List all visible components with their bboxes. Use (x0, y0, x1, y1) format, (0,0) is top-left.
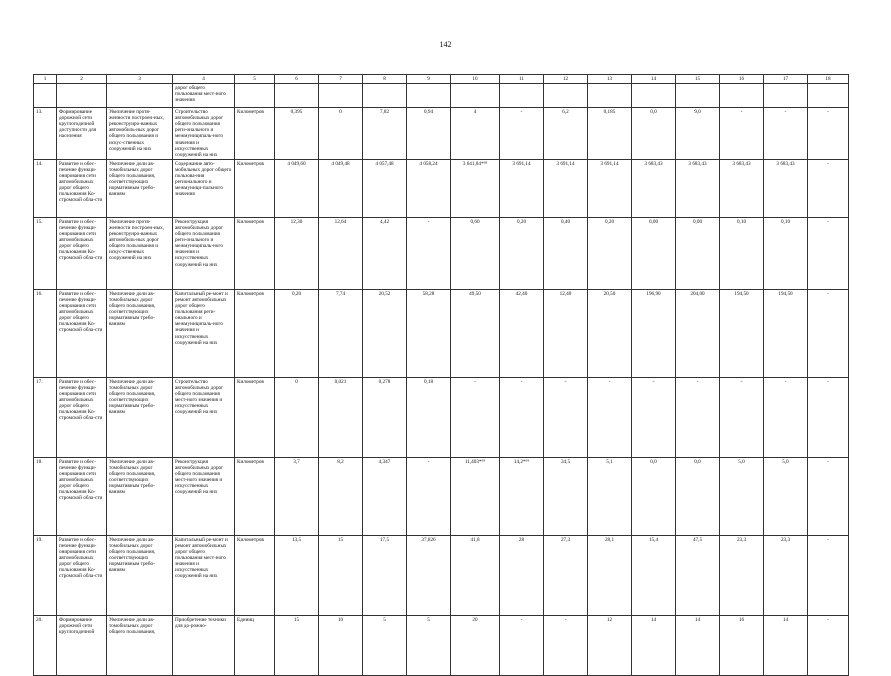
measure-cell: Приобретение техники для до-рожно- (173, 615, 235, 675)
continuation-measure-cell: дорог общего пользования мест-ного значения (173, 84, 235, 108)
value-cell: 0,10 (764, 217, 808, 289)
value-cell: - (451, 377, 500, 457)
goal-cell: Развитие и обес-печение функци-онирования сети автомобильных дорог общего пользования Ко-стромской обла-сти (57, 457, 107, 535)
value-cell: 3 691,14 (500, 159, 544, 217)
value-cell: 0,60 (451, 217, 500, 289)
value-cell: 0,278 (363, 377, 407, 457)
unit-cell: Километров (235, 377, 275, 457)
column-number-cell: 4 (173, 75, 235, 84)
value-cell: 4 049,48 (319, 159, 363, 217)
value-cell: 196,90 (632, 289, 676, 377)
value-cell: - (407, 457, 451, 535)
value-cell: 0,0 (632, 108, 676, 160)
value-cell: 14,2*⁶⁹ (500, 457, 544, 535)
goal-cell: Формирование дорожной сети круглогодичной (57, 615, 107, 675)
value-cell: 3,7 (275, 457, 319, 535)
value-cell: 7,82 (363, 108, 407, 160)
row-number-cell: 19. (34, 535, 57, 615)
indicator-cell: Увеличение доли ав-томобильных дорог общего пользования, (107, 615, 173, 675)
column-number-cell: 5 (235, 75, 275, 84)
value-cell: - (720, 108, 764, 160)
unit-cell: Километров (235, 289, 275, 377)
value-cell: - (632, 377, 676, 457)
value-cell: 3 691,14 (544, 159, 588, 217)
page-number: 142 (439, 40, 452, 49)
value-cell: 0 (319, 108, 363, 160)
value-cell: 5,0 (720, 457, 764, 535)
column-number-cell: 6 (275, 75, 319, 84)
column-number-cell: 9 (407, 75, 451, 84)
indicator-cell: Увеличение доли ав-томобильных дорог общего пользования, соответствующих нормативным требо-ваниям (107, 289, 173, 377)
indicator-cell: Увеличение доли ав-томобильных дорог общего пользования, соответствующих нормативным требо-ваниям (107, 457, 173, 535)
value-cell: 49,50 (451, 289, 500, 377)
table-row (34, 159, 849, 217)
measure-cell: Содержание авто-мобильных дорог общего пользова-ния регионального и межмуници-пального значения (173, 159, 235, 217)
column-number-cell: 3 (107, 75, 173, 84)
value-cell: 4,42 (363, 217, 407, 289)
value-cell: 58,28 (407, 289, 451, 377)
column-number-cell: 10 (451, 75, 500, 84)
value-cell: 0 (275, 377, 319, 457)
table-row (34, 108, 849, 160)
value-cell: 0,20 (588, 217, 632, 289)
value-cell: - (544, 377, 588, 457)
value-cell: 194,50 (720, 289, 764, 377)
row-number-cell: 14. (34, 159, 57, 217)
row-number-cell: 13. (34, 108, 57, 160)
row-number-cell: 17. (34, 377, 57, 457)
empty-cell (544, 84, 588, 108)
continuation-row (34, 84, 849, 108)
value-cell: 23,3 (764, 535, 808, 615)
value-cell: 12,64 (319, 217, 363, 289)
column-number-cell: 12 (544, 75, 588, 84)
table-row (34, 289, 849, 377)
empty-cell (588, 84, 632, 108)
value-cell: - (808, 159, 849, 217)
column-number-cell: 14 (632, 75, 676, 84)
goal-cell: Развитие и обес-печение функци-онирования сети автомобильных дорог общего пользования Ко-стромской обла-сти (57, 159, 107, 217)
empty-cell (34, 84, 57, 108)
column-number-cell: 16 (720, 75, 764, 84)
value-cell: 28,1 (588, 535, 632, 615)
value-cell: 12 (588, 615, 632, 675)
table-row (34, 377, 849, 457)
goal-cell: Развитие и обес-печение функци-онирования сети автомобильных дорог общего пользования Ко-стромской обла-сти (57, 289, 107, 377)
value-cell: 6,2 (544, 108, 588, 160)
measure-cell: Капитальный ре-монт и ремонт автомобильных дорог общего пользования мест-ного значения и искусственных сооружений на них (173, 535, 235, 615)
value-cell: 204,00 (676, 289, 720, 377)
value-cell: 23,3 (720, 535, 764, 615)
empty-cell (319, 84, 363, 108)
indicator-cell: Увеличение протя-женности построен-ных, реконструиро-ванных автомобиль-ных дорог общего пользования и искус-ственных сооружений на них (107, 217, 173, 289)
indicators-table (33, 74, 849, 676)
value-cell: 0,021 (319, 377, 363, 457)
value-cell: 0,94 (407, 108, 451, 160)
value-cell: - (720, 377, 764, 457)
value-cell: - (407, 217, 451, 289)
indicators-table-wrapper (33, 74, 849, 676)
value-cell: - (676, 377, 720, 457)
value-cell: - (544, 615, 588, 675)
measure-cell: Строительство автомобильных дорог общего пользования реги-онального и межмуниципаль-ного значения и искусственных сооружений на них (173, 108, 235, 160)
value-cell: 15 (275, 615, 319, 675)
value-cell: - (808, 289, 849, 377)
table-row (34, 615, 849, 675)
unit-cell: Километров (235, 108, 275, 160)
empty-cell (808, 84, 849, 108)
value-cell: - (808, 217, 849, 289)
indicator-cell: Увеличение доли ав-томобильных дорог общего пользования, соответствующих нормативным требо-ваниям (107, 159, 173, 217)
goal-cell: Формирование дорожной сети круглогодичной доступности для населения (57, 108, 107, 160)
value-cell: 4 (451, 108, 500, 160)
measure-cell: Реконструкция автомобильных дорог общего пользования мест-ного значения и искусственных сооружений на них (173, 457, 235, 535)
column-number-cell: 11 (500, 75, 544, 84)
value-cell: 28 (500, 535, 544, 615)
value-cell: 20,50 (588, 289, 632, 377)
value-cell: - (808, 615, 849, 675)
value-cell: - (588, 377, 632, 457)
value-cell: 14 (676, 615, 720, 675)
value-cell: 4,347 (363, 457, 407, 535)
value-cell: 41,8 (451, 535, 500, 615)
value-cell: 0,20 (275, 289, 319, 377)
value-cell: - (808, 377, 849, 457)
empty-cell (764, 84, 808, 108)
value-cell: 0,18 (407, 377, 451, 457)
value-cell: 3 683,43 (632, 159, 676, 217)
value-cell: 11,403*⁶⁹ (451, 457, 500, 535)
value-cell: 16 (720, 615, 764, 675)
value-cell: 5,0 (764, 457, 808, 535)
value-cell: 0,00 (632, 217, 676, 289)
empty-cell (500, 84, 544, 108)
value-cell: 37,826 (407, 535, 451, 615)
column-number-cell: 17 (764, 75, 808, 84)
column-number-cell: 7 (319, 75, 363, 84)
value-cell: 12,30 (275, 217, 319, 289)
value-cell: 47,5 (676, 535, 720, 615)
value-cell: 14 (764, 615, 808, 675)
value-cell: - (500, 377, 544, 457)
unit-cell: Километров (235, 535, 275, 615)
value-cell: 27,3 (544, 535, 588, 615)
value-cell: 3 683,43 (720, 159, 764, 217)
table-row (34, 457, 849, 535)
value-cell: 7,74 (319, 289, 363, 377)
value-cell: 0,00 (676, 217, 720, 289)
unit-cell: Километров (235, 217, 275, 289)
value-cell: - (500, 615, 544, 675)
value-cell: 3 683,43 (764, 159, 808, 217)
empty-cell (57, 84, 107, 108)
indicator-cell: Увеличение доли ав-томобильных дорог общего пользования, соответствующих нормативным требо-ваниям (107, 535, 173, 615)
value-cell: 5 (363, 615, 407, 675)
unit-cell: Километров (235, 159, 275, 217)
value-cell: 13,5 (275, 535, 319, 615)
measure-cell: Капитальный ре-монт и ремонт автомобильных дорог общего пользования реги-онального и межмуниципаль-ного значения и искусственных сооружений на них (173, 289, 235, 377)
value-cell: 9,0 (676, 108, 720, 160)
row-number-cell: 15. (34, 217, 57, 289)
value-cell: 0,395 (275, 108, 319, 160)
value-cell: 15,4 (632, 535, 676, 615)
row-number-cell: 20. (34, 615, 57, 675)
column-number-cell: 13 (588, 75, 632, 84)
value-cell: 0,10 (720, 217, 764, 289)
value-cell: 14 (632, 615, 676, 675)
table-row (34, 535, 849, 615)
value-cell: 0,20 (500, 217, 544, 289)
table-row (34, 217, 849, 289)
value-cell: 20 (451, 615, 500, 675)
indicator-cell: Увеличение протя-женности построен-ных, реконструиро-ванных автомобиль-ных дорог общего пользования и искус-ственных сооружений на них (107, 108, 173, 160)
value-cell: 10 (319, 615, 363, 675)
value-cell: 4 049,60 (275, 159, 319, 217)
value-cell: 0,185 (588, 108, 632, 160)
goal-cell: Развитие и обес-печение функци-онирования сети автомобильных дорог общего пользования Ко-стромской обла-сти (57, 535, 107, 615)
column-number-cell: 1 (34, 75, 57, 84)
value-cell: - (808, 108, 849, 160)
goal-cell: Развитие и обес-печение функци-онирования сети автомобильных дорог общего пользования Ко-стромской обла-сти (57, 217, 107, 289)
value-cell: 34,5 (544, 457, 588, 535)
value-cell: - (808, 457, 849, 535)
unit-cell: Единиц (235, 615, 275, 675)
empty-cell (451, 84, 500, 108)
value-cell: 42,40 (500, 289, 544, 377)
empty-cell (407, 84, 451, 108)
value-cell: 3 683,43 (676, 159, 720, 217)
value-cell: 5,1 (588, 457, 632, 535)
row-number-cell: 16. (34, 289, 57, 377)
measure-cell: Реконструкция автомобильных дорог общего пользования реги-онального и межмуниципаль-ного значения и искусственных сооружений на них (173, 217, 235, 289)
empty-cell (632, 84, 676, 108)
empty-cell (275, 84, 319, 108)
empty-cell (235, 84, 275, 108)
column-number-cell: 2 (57, 75, 107, 84)
value-cell: 0,0 (632, 457, 676, 535)
value-cell: - (500, 108, 544, 160)
row-number-cell: 18. (34, 457, 57, 535)
value-cell: 20,52 (363, 289, 407, 377)
value-cell: 12,40 (544, 289, 588, 377)
value-cell: - (764, 377, 808, 457)
value-cell: - (764, 108, 808, 160)
column-number-cell: 15 (676, 75, 720, 84)
indicator-cell: Увеличение доли ав-томобильных дорог общего пользования, соответствующих нормативным требо-ваниям (107, 377, 173, 457)
empty-cell (363, 84, 407, 108)
value-cell: 0,0 (676, 457, 720, 535)
value-cell: - (808, 535, 849, 615)
empty-cell (676, 84, 720, 108)
value-cell: 17,5 (363, 535, 407, 615)
value-cell: 0,40 (544, 217, 588, 289)
column-number-cell: 8 (363, 75, 407, 84)
value-cell: 4 058,24 (407, 159, 451, 217)
value-cell: 5 (407, 615, 451, 675)
measure-cell: Строительство автомобильных дорог общего пользования мест-ного значения и искусственных сооружений на них (173, 377, 235, 457)
column-number-row (34, 75, 849, 84)
value-cell: 4 057,48 (363, 159, 407, 217)
empty-cell (107, 84, 173, 108)
value-cell: 15 (319, 535, 363, 615)
empty-cell (720, 84, 764, 108)
column-number-cell: 18 (808, 75, 849, 84)
value-cell: 8,2 (319, 457, 363, 535)
value-cell: 3 641,04*⁶⁸ (451, 159, 500, 217)
goal-cell: Развитие и обес-печение функци-онирования сети автомобильных дорог общего пользования Ко-стромской обла-сти (57, 377, 107, 457)
value-cell: 3 691,14 (588, 159, 632, 217)
value-cell: 194,50 (764, 289, 808, 377)
unit-cell: Километров (235, 457, 275, 535)
